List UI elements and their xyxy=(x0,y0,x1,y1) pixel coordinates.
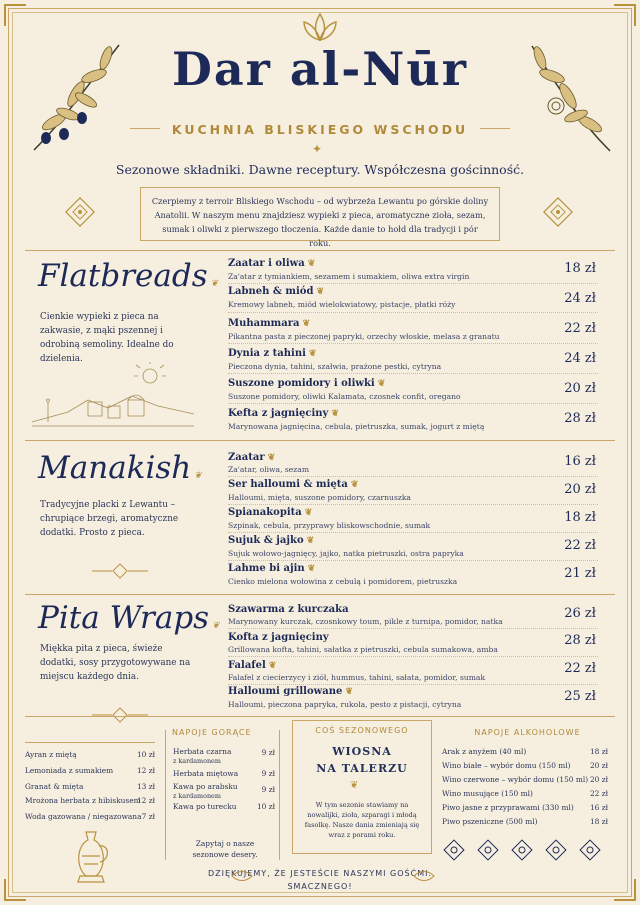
leaf-icon: ❦ xyxy=(302,319,311,329)
leaf-icon: ❦ xyxy=(194,471,202,481)
section-divider xyxy=(25,716,615,717)
menu-item-price: 25 zł xyxy=(564,689,596,704)
menu-item-price: 18 zł xyxy=(564,261,596,276)
divider xyxy=(228,684,598,685)
drink-price: 13 zł xyxy=(136,782,155,791)
menu-item-name: Suszone pomidory i oliwki ❦ xyxy=(228,378,386,389)
section-title-pita-wraps: Pita Wraps ❦ xyxy=(38,600,220,636)
menu-item-price: 18 zł xyxy=(564,510,596,525)
menu-item-price: 20 zł xyxy=(564,381,596,396)
seasonal-title-2: NA TALERZU xyxy=(316,762,408,775)
drink-sub: z kardamonem xyxy=(173,757,221,765)
menu-item-desc: Cienko mielona wołowina z cebulą i pomidorem, pietruszka xyxy=(228,577,458,586)
divider xyxy=(228,373,598,374)
menu-item-desc: Falafel z ciecierzycy i ziół, hummus, tahini, sałata, pomidor, sumak xyxy=(228,673,486,682)
section-desc-manakish: Tradycyjne placki z Lewantu – chrupiące brzegi, aromatyczne dodatki. Prosto z pieca. xyxy=(40,500,179,538)
menu-item-name: Lahme bi ajin ❦ xyxy=(228,563,316,574)
drink-name: Wino musujące (150 ml) xyxy=(442,789,533,798)
leaf-icon: ❦ xyxy=(345,687,353,697)
menu-item-price: 20 zł xyxy=(564,482,596,497)
menu-item-price: 22 zł xyxy=(564,538,596,553)
hot-drinks-title: NAPOJE GORĄCE xyxy=(172,728,252,737)
leaf-icon: ❦ xyxy=(268,661,277,671)
village-illustration xyxy=(28,362,198,432)
drink-price: 10 zł xyxy=(256,802,275,811)
menu-item-desc: Za'atar z tymiankiem, sezamem i sumakiem, oliwa extra virgin xyxy=(228,272,470,281)
menu-item-name: Zaatar ❦ xyxy=(228,452,276,463)
drink-price: 18 zł xyxy=(589,817,608,826)
menu-item-desc: Halloumi, mięta, suszone pomidory, czarnuszka xyxy=(228,493,411,502)
menu-item-desc: Suszone pomidory, oliwki Kalamata, czosnek confit, oregano xyxy=(228,392,461,401)
menu-item-desc: Kremowy labneh, miód wielokwiatowy, pistacje, płatki róży xyxy=(228,300,456,309)
leaf-icon: ❦ xyxy=(306,536,315,546)
menu-item-price: 28 zł xyxy=(564,411,596,426)
leaf-icon: ❦ xyxy=(267,453,276,463)
divider xyxy=(228,343,598,344)
menu-item-desc: Halloumi, pieczona papryka, rukola, pesto z pistacji, cytryna xyxy=(228,700,462,709)
leaf-icon: ❦ xyxy=(307,564,316,574)
section-divider xyxy=(25,440,615,441)
section-title-manakish: Manakish ❦ xyxy=(38,450,202,486)
menu-item-name: Zaatar i oliwa ❦ xyxy=(228,258,316,269)
leaf-icon: ❦ xyxy=(377,379,386,389)
menu-item-name: Kefta z jagnięciny ❦ xyxy=(228,408,339,419)
diamond-ornament-icon xyxy=(538,192,578,232)
diamond-ornament-icon xyxy=(90,706,150,724)
menu-item-desc: Pieczona dynia, tahini, szałwia, prażone pestki, cytryna xyxy=(228,362,442,371)
leaf-icon: ❦ xyxy=(350,480,359,490)
drink-price: 9 zł xyxy=(261,748,275,757)
drink-price: 7 zł xyxy=(141,812,155,821)
drink-name: Granat & mięta xyxy=(25,782,84,791)
footer-thanks: DZIĘKUJEMY, ŻE JESTEŚCIE NASZYMI GOŚĆMI. xyxy=(207,869,433,878)
menu-item-desc: Szpinak, cebula, przyprawy bliskowschodnie, sumak xyxy=(228,521,431,530)
menu-item-desc: Pikantna pasta z pieczonej papryki, orzechy włoskie, melasa z granatu xyxy=(228,332,500,341)
menu-item-desc: Marynowany kurczak, czosnkowy toum, pikle z turnipa, pomidor, natka xyxy=(228,617,503,626)
leaf-icon: ❦ xyxy=(331,409,339,419)
divider xyxy=(228,283,598,284)
drink-name: Woda gazowana / niegazowana xyxy=(25,812,142,821)
drink-price: 12 zł xyxy=(136,796,155,805)
tile-ornament-icon xyxy=(442,838,612,862)
drink-name: Piwo jasne z przyprawami (330 ml) xyxy=(442,803,574,812)
desserts-note: Zapytaj o nasze sezonowe desery. xyxy=(192,839,258,859)
menu-item-name: Muhammara ❦ xyxy=(228,318,311,329)
menu-item-price: 28 zł xyxy=(564,633,596,648)
restaurant-title: Dar al-Nūr xyxy=(171,42,469,96)
menu-item-desc: Grillowana kofta, tahini, sałatka z pietruszki, cebula sumakowa, amba xyxy=(228,645,498,654)
divider xyxy=(228,504,598,505)
menu-item-price: 26 zł xyxy=(564,606,596,621)
drink-name: Kawa po arabsku xyxy=(173,782,238,791)
leaf-icon: ❦ xyxy=(212,621,220,631)
menu-item-price: 22 zł xyxy=(564,321,596,336)
leaf-icon xyxy=(230,870,254,882)
leaf-icon: ❦ xyxy=(308,349,317,359)
divider xyxy=(228,628,598,629)
leaf-icon xyxy=(412,870,436,882)
intro-text: Czerpiemy z terroir Bliskiego Wschodu – od wybrzeża Lewantu po górskie doliny Anatolii. W naszym menu znajdziesz wypieki z pieca, aromatyczne zioła, sezam, sumak i oliwki z pierwszego tłoczenia. Każde danie to hołd dla tradycji i pór roku. xyxy=(140,187,500,241)
drink-name: Kawa po turecku xyxy=(173,802,237,811)
menu-item-name: Spianakopita ❦ xyxy=(228,507,313,518)
seasonal-label: COŚ SEZONOWEGO xyxy=(300,726,424,735)
divider xyxy=(25,742,155,743)
menu-item-desc: Za'atar, oliwa, sezam xyxy=(228,465,310,474)
menu-item-name: Halloumi grillowane ❦ xyxy=(228,686,353,697)
menu-item-name: Sujuk & jajko ❦ xyxy=(228,535,315,546)
corner-ornament xyxy=(4,4,26,26)
section-title-flatbreads: Flatbreads ❦ xyxy=(38,258,219,294)
seasonal-text: W tym sezonie stawiamy na nowalijki, zioła, szparagi i młodą fasolkę. Nasze dania zmieniają się wraz z porami roku. xyxy=(304,801,420,839)
drink-price: 16 zł xyxy=(589,803,608,812)
drink-name: Lemoniada z sumakiem xyxy=(25,766,114,775)
drink-name: Arak z anyżem (40 ml) xyxy=(442,747,527,756)
star-ornament-icon: ✦ xyxy=(312,142,323,156)
menu-item-name: Ser halloumi & mięta ❦ xyxy=(228,479,359,490)
divider xyxy=(228,532,598,533)
menu-item-name: Falafel ❦ xyxy=(228,660,277,671)
diamond-ornament-icon xyxy=(60,192,100,232)
drink-price: 18 zł xyxy=(589,747,608,756)
restaurant-subtitle: KUCHNIA BLISKIEGO WSCHODU xyxy=(171,122,469,137)
alcohol-title: NAPOJE ALKOHOLOWE xyxy=(474,728,581,737)
drink-name: Mrożona herbata z hibiskusem xyxy=(25,796,141,805)
drink-price: 9 zł xyxy=(261,785,275,794)
section-divider xyxy=(25,594,615,595)
menu-item-price: 24 zł xyxy=(564,291,596,306)
drink-price: 22 zł xyxy=(589,789,608,798)
drink-price: 12 zł xyxy=(136,766,155,775)
leaf-icon: ❦ xyxy=(304,508,313,518)
drink-price: 10 zł xyxy=(136,750,155,759)
leaf-icon: ❦ xyxy=(350,780,359,791)
drink-name: Ayran z miętą xyxy=(25,750,77,759)
leaf-icon: ❦ xyxy=(210,279,219,289)
drink-name: Piwo pszeniczne (500 ml) xyxy=(442,817,538,826)
divider xyxy=(228,476,598,477)
section-desc-flatbreads: Cienkie wypieki z pieca na zakwasie, z mąki pszennej i odrobiną semoliny. Idealne do dzielenia. xyxy=(40,312,174,364)
drink-name: Herbata czarna xyxy=(173,747,232,756)
drink-name: Wino czerwone – wybór domu (150 ml) xyxy=(442,775,589,784)
tagline: Sezonowe składniki. Dawne receptury. Współczesna gościnność. xyxy=(115,162,525,177)
leaf-icon: ❦ xyxy=(307,259,316,269)
lotus-ornament-icon xyxy=(300,10,340,44)
drink-name: Wino białe – wybór domu (150 ml) xyxy=(442,761,571,770)
drink-price: 9 zł xyxy=(261,769,275,778)
divider xyxy=(228,656,598,657)
divider xyxy=(228,312,598,313)
footer-bon-appetit: SMACZNEGO! xyxy=(287,882,353,891)
menu-item-desc: Marynowana jagnięcina, cebula, pietruszka, sumak, jogurt z miętą xyxy=(228,422,485,431)
menu-item-name: Kofta z jagnięciny xyxy=(228,632,329,643)
section-desc-pita-wraps: Miękka pita z pieca, świeże dodatki, sosy przygotowywane na miejscu każdego dnia. xyxy=(40,644,191,682)
corner-ornament xyxy=(614,4,636,26)
drink-price: 20 zł xyxy=(589,761,608,770)
menu-item-price: 24 zł xyxy=(564,351,596,366)
drink-price: 20 zł xyxy=(589,775,608,784)
diamond-ornament-icon xyxy=(90,562,150,580)
menu-item-desc: Sujuk wołowo-jagnięcy, jajko, natka pietruszki, ostra papryka xyxy=(228,549,464,558)
menu-item-name: Szawarma z kurczaka xyxy=(228,604,349,615)
menu-item-price: 21 zł xyxy=(564,566,596,581)
divider xyxy=(228,403,598,404)
menu-item-price: 22 zł xyxy=(564,661,596,676)
leaf-icon: ❦ xyxy=(316,287,324,297)
drink-name: Herbata miętowa xyxy=(173,769,239,778)
divider xyxy=(228,560,598,561)
menu-item-price: 16 zł xyxy=(564,454,596,469)
menu-item-name: Labneh & miód ❦ xyxy=(228,286,324,297)
section-divider xyxy=(25,250,615,251)
seasonal-title-1: WIOSNA xyxy=(332,745,392,758)
drink-sub: z kardamonem xyxy=(173,792,221,800)
menu-item-name: Dynia z tahini ❦ xyxy=(228,348,317,359)
